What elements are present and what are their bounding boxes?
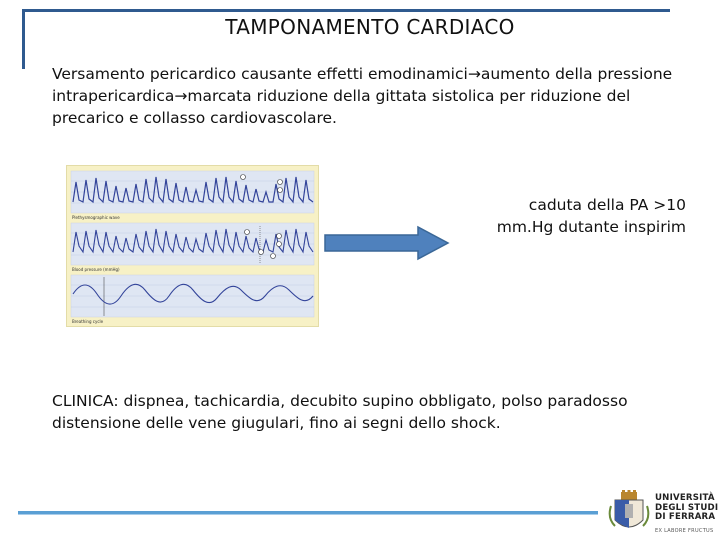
intro-part-2: aumento della pressione intrapericardica: [52, 65, 673, 105]
figure-label-top: Plethysmographic wave: [72, 215, 120, 220]
intro-part-3: marcata riduzione della gittata sistolica per riduzione del precarico e collasso cardiovascolare.: [52, 87, 631, 127]
pulsus-paradoxus-figure: [66, 165, 319, 327]
university-name: UNIVERSITÀ DEGLI STUDI DI FERRARA: [655, 493, 719, 523]
pa-drop-text: caduta della PA >10 mm.Hg dutante inspirim: [496, 196, 686, 236]
clinica-line-2: distensione delle vene giugulari, fino ai segni dello shock.: [52, 414, 501, 432]
figure-label-mid: Blood pressure (mmHg): [72, 267, 120, 272]
frame-top-line: [22, 9, 670, 12]
arrow-right-icon: →: [174, 87, 188, 105]
university-motto: EX LABORE FRUCTUS: [655, 528, 714, 534]
intro-paragraph: [52, 63, 702, 129]
arrow-right-icon: →: [467, 65, 481, 83]
clinica-line-1: CLINICA: dispnea, tachicardia, decubito supino obbligato, polso paradosso: [52, 392, 628, 410]
clinica-paragraph: [52, 390, 702, 434]
figure-label-bottom: Breathing cycle: [72, 319, 104, 324]
intro-part-1: Versamento pericardico causante effetti emodinamici: [52, 65, 468, 83]
footer-line-shadow: [18, 514, 598, 515]
slide-title: TAMPONAMENTO CARDIACO: [225, 15, 515, 39]
waveform-traces: [67, 166, 318, 326]
big-right-arrow-icon: [322, 225, 452, 265]
crest-icon: [607, 490, 653, 538]
